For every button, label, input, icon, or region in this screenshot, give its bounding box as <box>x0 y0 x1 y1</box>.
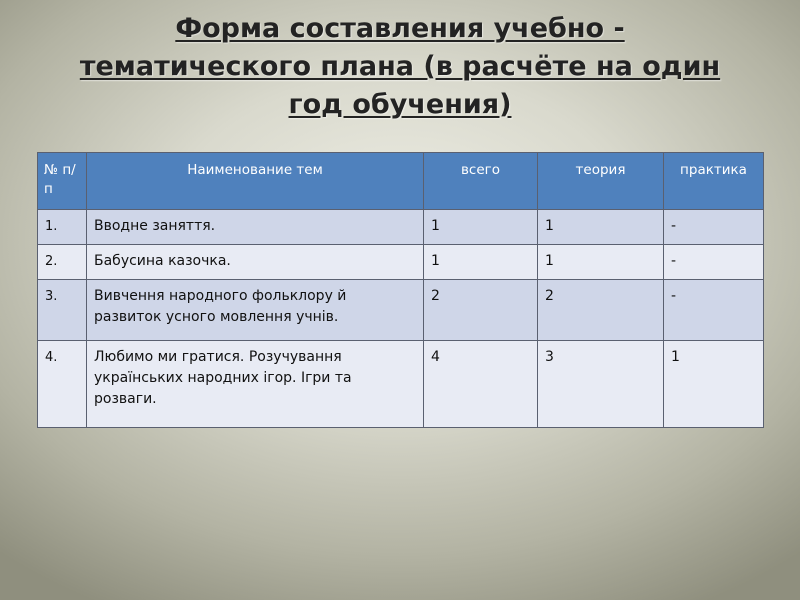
title-line-2: тематического плана (в расчёте на один <box>79 51 721 82</box>
curriculum-table <box>37 152 764 428</box>
cell-total: 2 <box>424 280 538 341</box>
header-practice: практика <box>664 153 764 210</box>
cell-topic: Бабусина казочка. <box>87 245 424 280</box>
cell-practice: 1 <box>664 341 764 428</box>
header-theory: теория <box>538 153 664 210</box>
cell-num: 4. <box>38 341 87 428</box>
cell-practice: - <box>664 280 764 341</box>
cell-theory: 1 <box>538 245 664 280</box>
table-row <box>38 210 764 245</box>
cell-num: 3. <box>38 280 87 341</box>
cell-total: 4 <box>424 341 538 428</box>
cell-practice: - <box>664 245 764 280</box>
cell-practice: - <box>664 210 764 245</box>
slide-title <box>20 10 780 124</box>
table-header-row <box>38 153 764 210</box>
table-row <box>38 245 764 280</box>
cell-topic: Любимо ми гратися. Розучування українських народних ігор. Ігри та розваги. <box>87 341 424 428</box>
cell-total: 1 <box>424 210 538 245</box>
title-line-1: Форма составления учебно - <box>175 13 625 44</box>
cell-total: 1 <box>424 245 538 280</box>
cell-num: 2. <box>38 245 87 280</box>
cell-topic: Вводне заняття. <box>87 210 424 245</box>
title-line-3: год обучения) <box>288 89 512 120</box>
cell-theory: 2 <box>538 280 664 341</box>
header-num: № п/п <box>38 153 87 210</box>
table-row <box>38 280 764 341</box>
header-topic: Наименование тем <box>87 153 424 210</box>
header-total: всего <box>424 153 538 210</box>
cell-num: 1. <box>38 210 87 245</box>
cell-theory: 1 <box>538 210 664 245</box>
table-row <box>38 341 764 428</box>
cell-theory: 3 <box>538 341 664 428</box>
cell-topic: Вивчення народного фольклору й развиток усного мовлення учнів. <box>87 280 424 341</box>
